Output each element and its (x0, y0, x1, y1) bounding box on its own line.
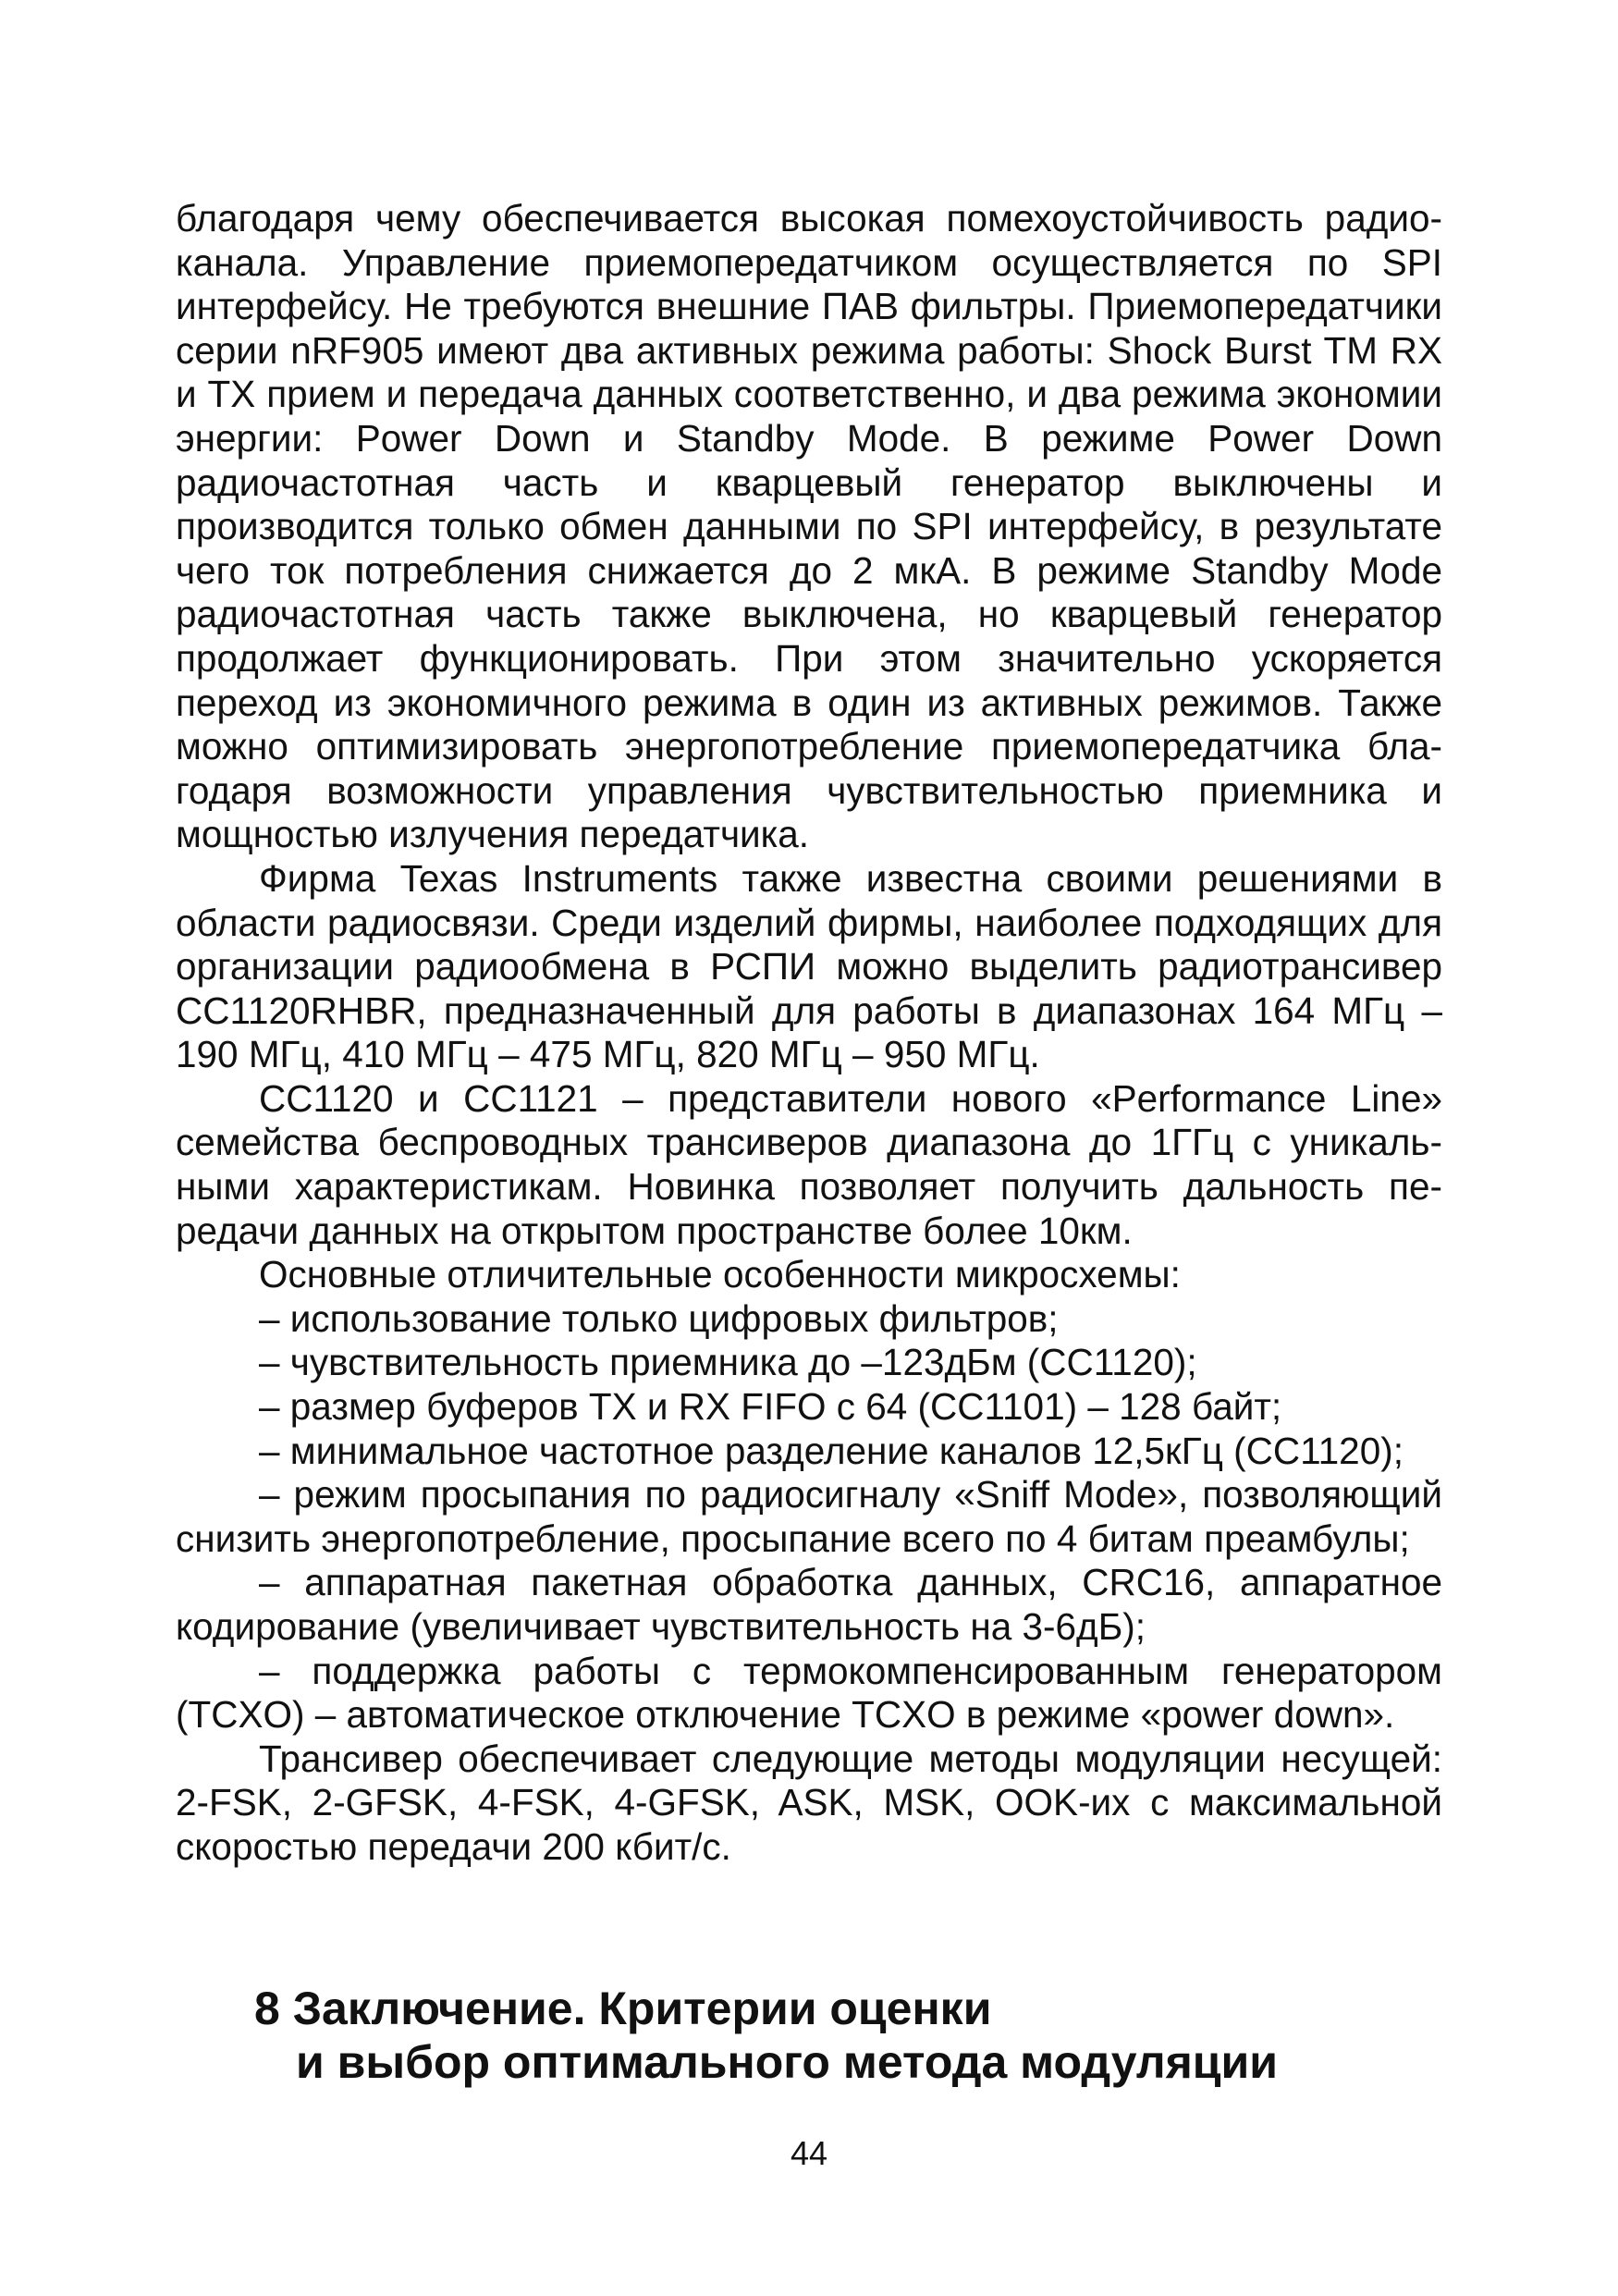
section-heading-line-2: и выбор оптимального метода модуляции (296, 2036, 1279, 2088)
list-item: – чувствительность приемника до –123дБм (CC1120); (259, 1341, 1197, 1384)
paragraph: благодаря чему обеспечивается высокая помехоустойчивость радиоканала. Управление приемопередатчиком осуществляется по SPI интерфейсу. Не требуются внешние ПАВ фильтры. Приемопередатчики серии nRF905 имеют два активных режима работы: Shock Burst TM RX и TX прием и передача данных соответственно, и два режима экономии энергии: Power Down и Standby Mode. В режиме Power Down радиочастотная часть и кварцевый генератор выключены и производится только обмен данными по SPI интерфейсу, в результате чего ток потребления снижается до 2 мкА. В режиме Standby Mode радиочастотная часть также выключена, но кварцевый генератор продолжает функционировать. При этом значительно ускоряется переход из экономичного режима в один из активных режимов. Также можно оптимизировать энергопотребление приемопередатчика благодаря возможности управления чувствительностью приемника и мощностью излучения передатчика. (176, 197, 1442, 856)
list-item: – аппаратная пакетная обработка данных, CRC16, аппаратное кодирование (увеличивает чувствительность на 3-6дБ); (176, 1561, 1442, 1648)
section-heading (254, 1982, 1456, 2089)
list-item: – использование только цифровых фильтров; (259, 1296, 1059, 1340)
list-item: – режим просыпания по радиосигналу «Sniff Mode», позволяющий снизить энергопотребление, просыпание всего по 4 битам преамбулы; (176, 1473, 1442, 1560)
paragraph: Фирма Texas Instruments также известна своими решениями в области радиосвязи. Среди изделий фирмы, наиболее подходящих для организации радиообмена в РСПИ можно выделить радиотрансивер CC1120RHBR, предназначенный для работы в диапазонах 164 МГц – 190 МГц, 410 МГц – 475 МГц, 820 МГц – 950 МГц. (176, 856, 1442, 1076)
list-item: – минимальное частотное разделение каналов 12,5кГц (CC1120); (259, 1429, 1403, 1472)
paragraph: Трансивер обеспечивает следующие методы модуляции несущей: 2-FSK, 2-GFSK, 4-FSK, 4-GFSK, ASK, MSK, OOK-их с максимальной скоростью передачи 200 кбит/с. (176, 1737, 1442, 1868)
section-heading-line-1: 8 Заключение. Критерии оценки (254, 1983, 992, 2034)
paragraph: CC1120 и CC1121 – представители нового «Performance Line» семейства беспроводных трансиверов диапазона до 1ГГц с уникальными характеристикам. Новинка позволяет получить дальность передачи данных на открытом пространстве более 10км. (176, 1076, 1442, 1252)
list-item: – размер буферов TX и RX FIFO с 64 (CC1101) – 128 байт; (259, 1385, 1282, 1429)
body-text (176, 197, 1442, 1870)
page-number: 44 (790, 2134, 828, 2172)
list-item: – поддержка работы с термокомпенсированным генератором (TCXO) – автоматическое отключение TCXO в режиме «power down». (176, 1649, 1442, 1737)
paragraph: Основные отличительные особенности микросхемы: (259, 1253, 1181, 1296)
